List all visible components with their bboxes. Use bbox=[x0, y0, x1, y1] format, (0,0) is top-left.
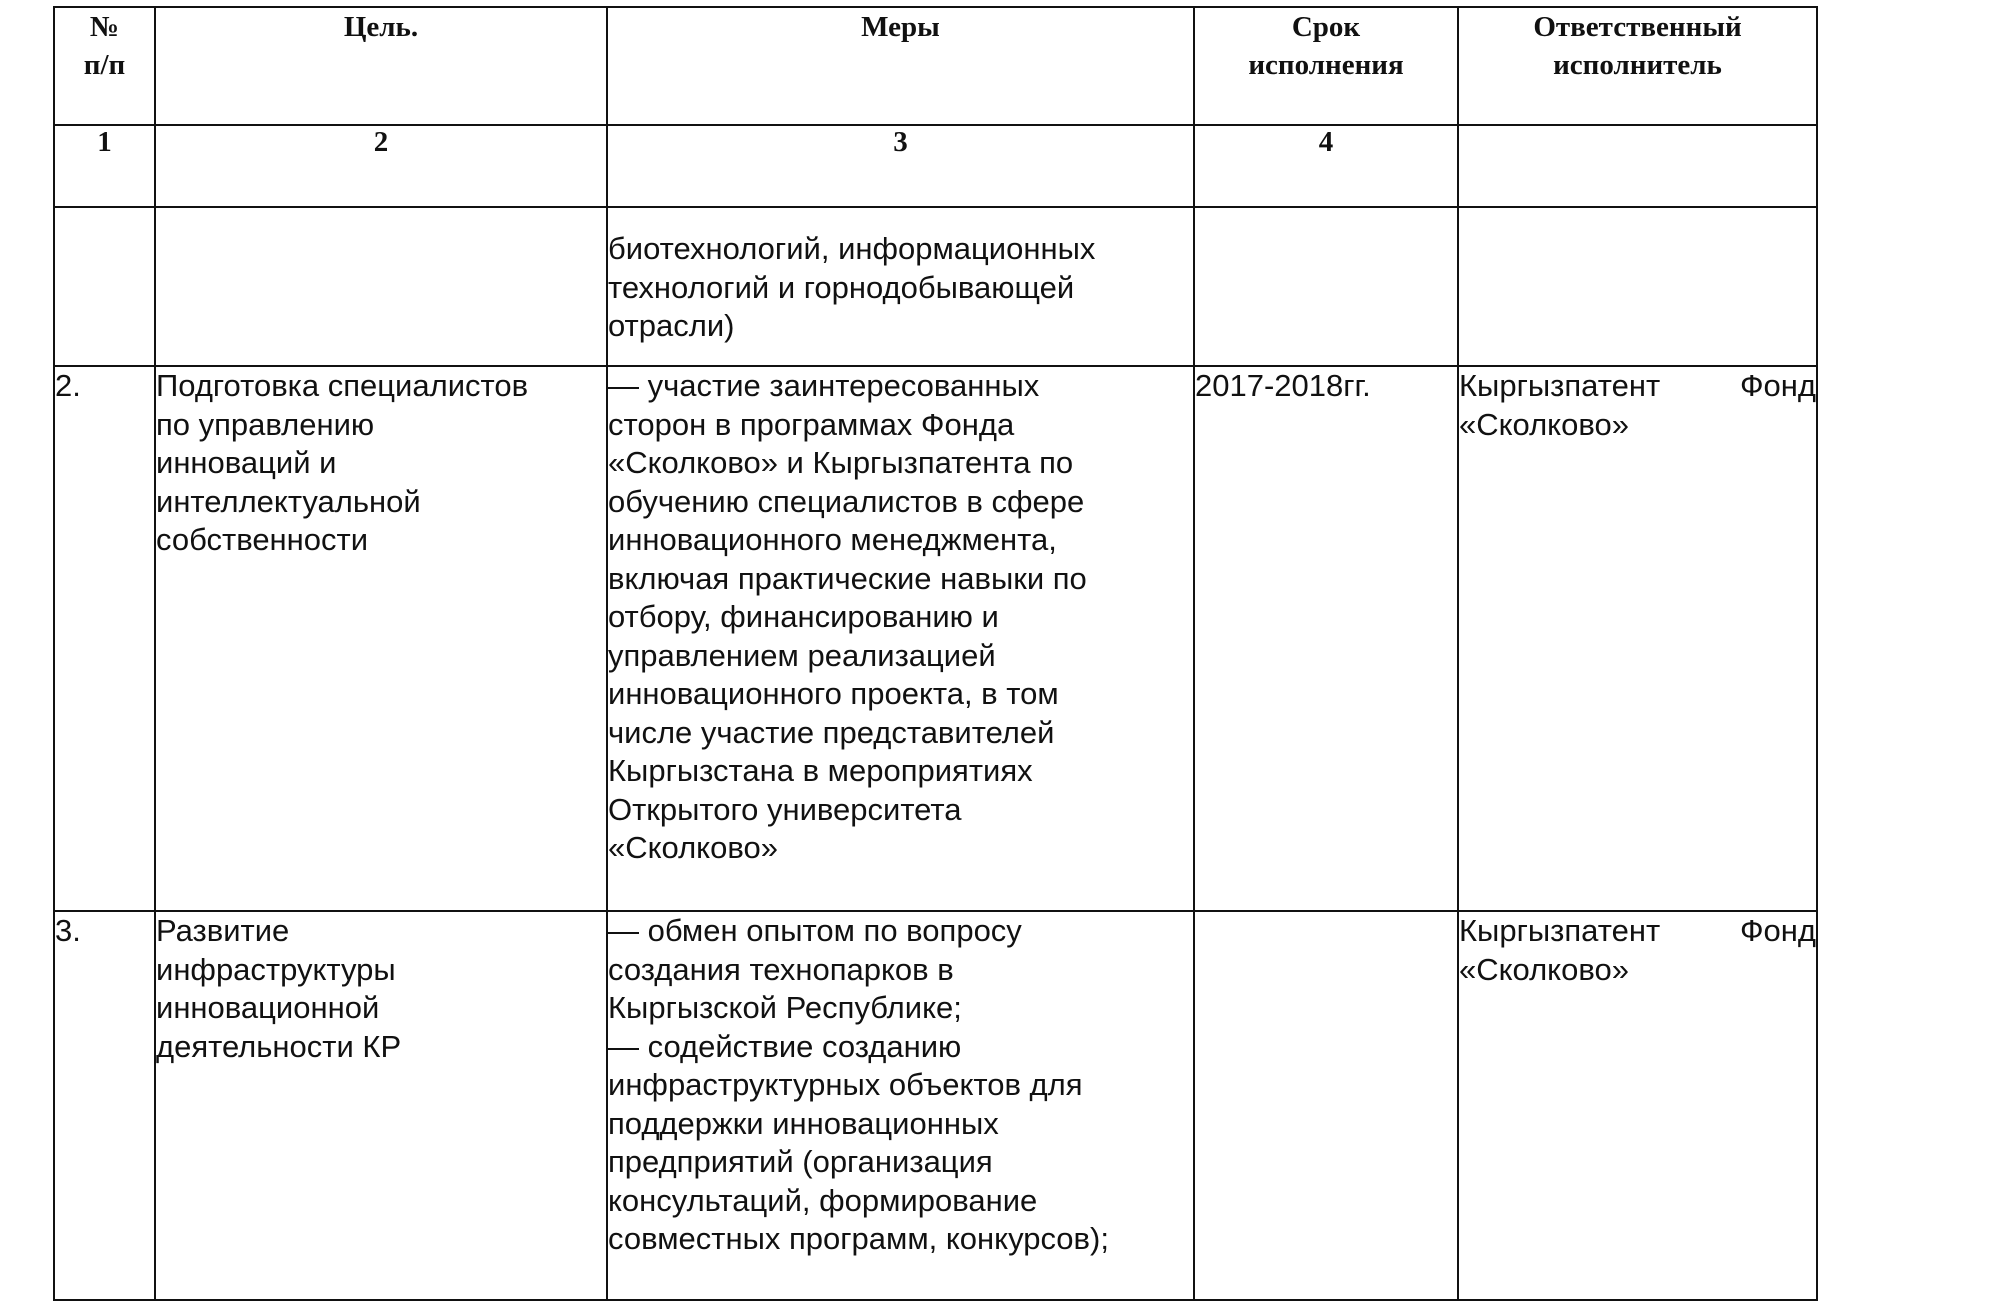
table-row bbox=[54, 366, 1817, 911]
row-goal: Подготовка специалистов по управлению инноваций и интеллектуальной собственности bbox=[155, 366, 607, 911]
row-measures: — участие заинтересованных сторон в программах Фонда «Сколково» и Кыргызпатента по обучению специалистов в сфере инновационного менеджмента, включая практические навыки по отбору, финансированию и управлением реализацией инновационного проекта, в том числе участие представителей Кыргызстана в мероприятиях Открытого университета «Сколково» bbox=[607, 366, 1194, 911]
row-measures: — обмен опытом по вопросу создания технопарков в Кыргызской Республике; — содействие созданию инфраструктурных объектов для поддержки инновационных предприятий (организация консультаций, формирование совместных программ, конкурсов); bbox=[607, 911, 1194, 1300]
column-number: 3 bbox=[607, 125, 1194, 207]
column-number bbox=[1458, 125, 1817, 207]
table-row bbox=[54, 207, 1817, 366]
row-number: 3. bbox=[54, 911, 155, 1300]
row-number: 2. bbox=[54, 366, 155, 911]
header-row bbox=[54, 7, 1817, 125]
row-measures: биотехнологий, информационных технологий и горнодобывающей отрасли) bbox=[607, 207, 1194, 366]
header-no: № п/п bbox=[54, 7, 155, 125]
row-responsible: Кыргызпатент Фонд «Сколково» bbox=[1458, 911, 1817, 1300]
header-responsible: Ответственный исполнитель bbox=[1458, 7, 1817, 125]
table-row bbox=[54, 911, 1817, 1300]
column-number: 1 bbox=[54, 125, 155, 207]
row-goal: Развитие инфраструктуры инновационной деятельности КР bbox=[155, 911, 607, 1300]
column-number: 2 bbox=[155, 125, 607, 207]
header-goal: Цель. bbox=[155, 7, 607, 125]
row-goal bbox=[155, 207, 607, 366]
column-number-row bbox=[54, 125, 1817, 207]
column-number: 4 bbox=[1194, 125, 1458, 207]
plan-table bbox=[53, 6, 1818, 1301]
row-number bbox=[54, 207, 155, 366]
row-responsible bbox=[1458, 207, 1817, 366]
row-deadline bbox=[1194, 207, 1458, 366]
row-deadline bbox=[1194, 911, 1458, 1300]
row-responsible: Кыргызпатент Фонд «Сколково» bbox=[1458, 366, 1817, 911]
row-deadline: 2017-2018гг. bbox=[1194, 366, 1458, 911]
header-measures: Меры bbox=[607, 7, 1194, 125]
header-deadline: Срок исполнения bbox=[1194, 7, 1458, 125]
